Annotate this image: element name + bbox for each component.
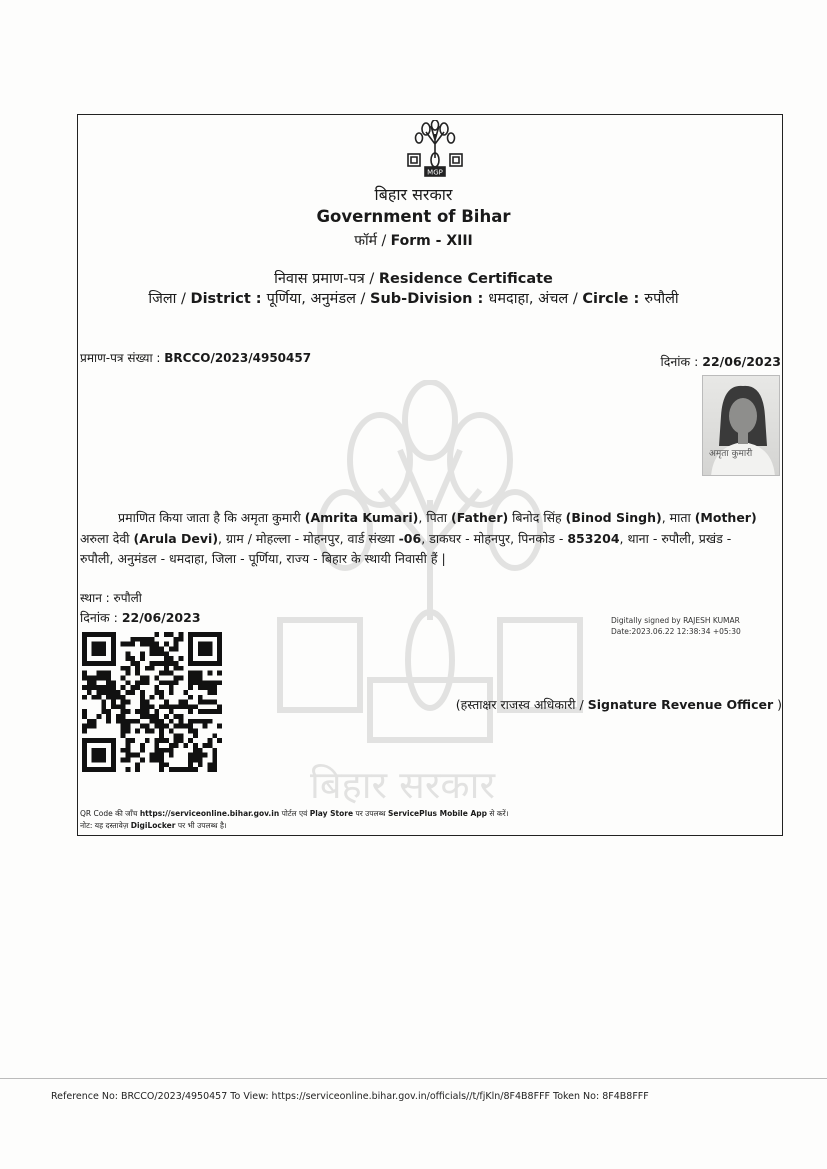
- body-text: बिनोद सिंह: [508, 510, 566, 525]
- footer-reference: Reference No: BRCCO/2023/4950457 To View: https://serviceonline.bihar.gov.in/officials//t/fjKln/8F4B8FFF Token No: 8F4B8FFF: [51, 1091, 649, 1102]
- govt-hindi: बिहार सरकार: [374, 185, 453, 204]
- note-digilocker: DigiLocker: [130, 821, 176, 830]
- form-prefix: फॉर्म /: [354, 233, 391, 249]
- signature-close: ): [773, 697, 782, 712]
- logo-text: MGP: [427, 168, 443, 177]
- place: [80, 589, 142, 606]
- body-text: , ग्राम / मोहल्ला - मोहनपुर, वार्ड संख्या: [218, 531, 399, 546]
- body-text: , पिता: [418, 510, 452, 525]
- qr-note: [80, 809, 509, 819]
- note-text: पर उपलब्ध: [353, 809, 388, 818]
- form-number: [0, 231, 827, 250]
- note-app: ServicePlus Mobile App: [387, 809, 487, 818]
- govt-english: Government of Bihar: [316, 207, 511, 226]
- applicant-name: (Amrita Kumari): [304, 510, 419, 525]
- body-text: , माता: [661, 510, 695, 525]
- qr-code: [82, 632, 222, 772]
- body-text: , थाना - रुपौली, प्रखंड -: [619, 531, 732, 546]
- title-hindi: निवास प्रमाण-पत्र /: [274, 271, 379, 287]
- issue-date-bottom: [80, 609, 201, 626]
- applicant-photo: [702, 375, 780, 476]
- person-silhouette-icon: [703, 376, 780, 476]
- body-line-2: [80, 530, 731, 547]
- body-text: प्रमाणित किया जाता है कि अमृता कुमारी: [118, 510, 305, 525]
- subdivision-value: धमदाहा, अंचल /: [488, 291, 583, 307]
- signature-english: Signature Revenue Officer: [587, 697, 774, 712]
- bihar-emblem-logo: [404, 120, 466, 180]
- district-label: District :: [190, 291, 267, 307]
- date-bottom-label: दिनांक :: [80, 610, 122, 625]
- cert-number-label: प्रमाण-पत्र संख्या :: [80, 351, 165, 365]
- title-english: Residence Certificate: [378, 271, 553, 287]
- certificate-title: [0, 268, 827, 288]
- watermark-text: बिहार सरकार: [310, 763, 495, 807]
- body-line-1: [118, 509, 757, 526]
- digilocker-note: [80, 821, 227, 831]
- father-label: (Father): [451, 510, 509, 525]
- digital-signature-name: Digitally signed by RAJESH KUMAR: [611, 616, 740, 625]
- district-value: पूर्णिया, अनुमंडल /: [266, 291, 371, 307]
- district-hindi: जिला /: [148, 291, 191, 307]
- note-text: पोर्टल एवं: [279, 809, 310, 818]
- footer-divider: [0, 1078, 827, 1079]
- form-name: Form - XIII: [390, 233, 473, 249]
- body-text: , डाकघर - मोहनपुर, पिनकोड -: [421, 531, 568, 546]
- note-text: नोट: यह दस्तावेज़: [80, 821, 131, 830]
- mother-name: (Arula Devi): [133, 531, 219, 546]
- jurisdiction-line: [0, 288, 827, 308]
- pincode: 853204: [567, 531, 620, 546]
- certificate-number: [80, 349, 311, 366]
- date-top-value: 22/06/2023: [702, 354, 781, 369]
- photo-signature: अमृता कुमारी: [709, 449, 753, 459]
- cert-number-value: BRCCO/2023/4950457: [164, 351, 312, 365]
- body-line-3: रुपौली, अनुमंडल - धमदाहा, जिला - पूर्णिया, राज्य - बिहार के स्थायी निवासी हैं |: [80, 551, 446, 566]
- note-text: पर भी उपलब्ध है।: [175, 821, 227, 830]
- date-top-label: दिनांक :: [660, 354, 703, 369]
- note-text: से करें।: [487, 809, 509, 818]
- circle-label: Circle :: [582, 291, 645, 307]
- signature-block: [456, 696, 782, 713]
- note-text: QR Code की जाँच: [80, 809, 140, 818]
- date-bottom-value: 22/06/2023: [121, 610, 201, 625]
- signature-hindi: (हस्ताक्षर राजस्व अधिकारी /: [455, 697, 588, 712]
- digital-signature-date: Date:2023.06.22 12:38:34 +05:30: [611, 627, 741, 636]
- issue-date-top: [660, 353, 781, 370]
- place-value: रुपौली: [113, 591, 142, 605]
- note-store: Play Store: [309, 809, 354, 818]
- subdivision-label: Sub-Division :: [370, 291, 489, 307]
- circle-value: रुपौली: [644, 291, 679, 307]
- place-label: स्थान :: [80, 591, 114, 605]
- mother-label: (Mother): [694, 510, 757, 525]
- body-text: अरुला देवी: [80, 531, 134, 546]
- father-name: (Binod Singh): [565, 510, 662, 525]
- ward-number: -06: [398, 531, 422, 546]
- note-url: https://serviceonline.bihar.gov.in: [139, 809, 280, 818]
